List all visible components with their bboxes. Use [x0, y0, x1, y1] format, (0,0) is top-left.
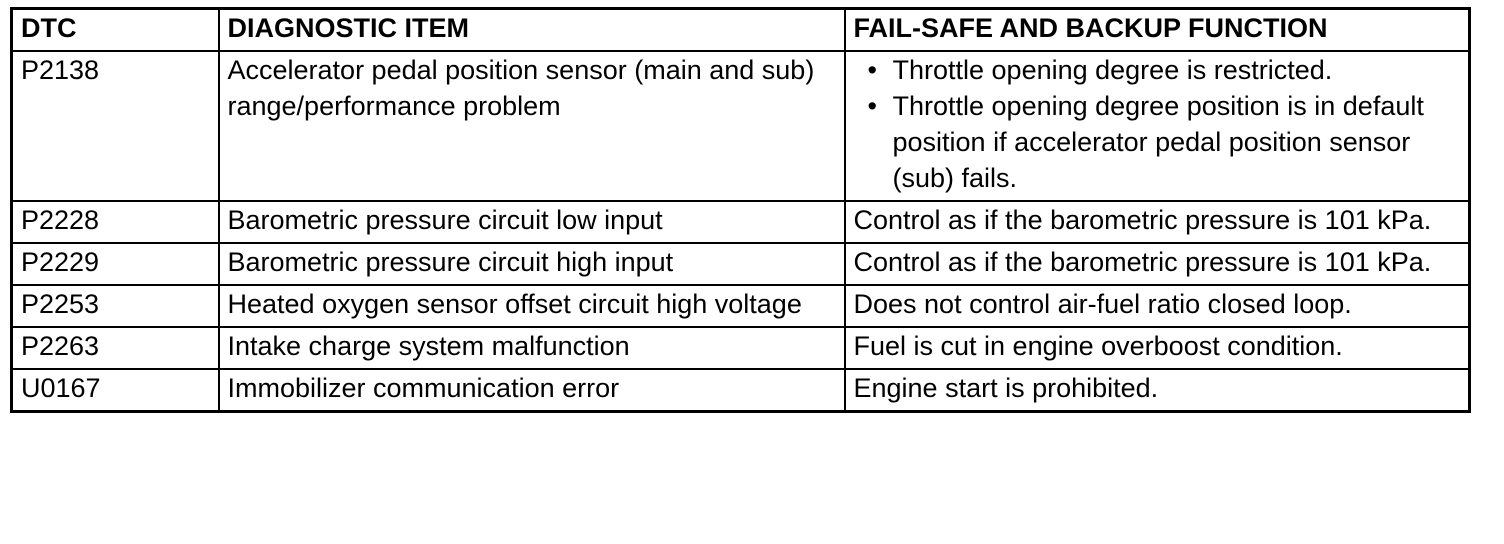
diagnostic-item: Barometric pressure circuit low input [219, 201, 845, 243]
table-body [12, 51, 1470, 412]
header-fail-safe: FAIL-SAFE AND BACKUP FUNCTION [845, 9, 1470, 52]
fail-safe-function: Engine start is prohibited. [845, 369, 1470, 412]
diagnostic-item: Intake charge system malfunction [219, 327, 845, 369]
fail-safe-function: Fuel is cut in engine overboost condition. [845, 327, 1470, 369]
dtc-code: P2263 [12, 327, 219, 369]
table-row [12, 369, 1470, 412]
table-row [12, 201, 1470, 243]
diagnostic-item: Accelerator pedal position sensor (main and sub) range/performance problem [219, 51, 845, 201]
dtc-code: P2228 [12, 201, 219, 243]
fail-safe-function: Control as if the barometric pressure is 101 kPa. [845, 243, 1470, 285]
fail-safe-bullet-list [854, 52, 1461, 196]
bullet-text: Throttle opening degree position is in default position if accelerator pedal position sensor (sub) fails. [892, 91, 1424, 193]
table-header [12, 9, 1470, 52]
header-dtc: DTC [12, 9, 219, 52]
table-row [12, 243, 1470, 285]
table-row [12, 285, 1470, 327]
bullet-icon: • [867, 91, 877, 121]
bullet-text: Throttle opening degree is restricted. [892, 55, 1333, 85]
diagnostic-item: Barometric pressure circuit high input [219, 243, 845, 285]
fail-safe-function [845, 51, 1470, 201]
table-row [12, 327, 1470, 369]
bullet-icon: • [867, 55, 877, 85]
fail-safe-function: Does not control air-fuel ratio closed loop. [845, 285, 1470, 327]
header-diagnostic-item: DIAGNOSTIC ITEM [219, 9, 845, 52]
dtc-code: P2229 [12, 243, 219, 285]
table-row [12, 51, 1470, 201]
header-row [12, 9, 1470, 52]
bullet-item [854, 52, 1461, 88]
dtc-code: U0167 [12, 369, 219, 412]
fail-safe-function: Control as if the barometric pressure is 101 kPa. [845, 201, 1470, 243]
bullet-item [854, 88, 1461, 196]
dtc-failsafe-table [10, 7, 1471, 413]
diagnostic-item: Heated oxygen sensor offset circuit high voltage [219, 285, 845, 327]
dtc-code: P2253 [12, 285, 219, 327]
diagnostic-item: Immobilizer communication error [219, 369, 845, 412]
dtc-code: P2138 [12, 51, 219, 201]
